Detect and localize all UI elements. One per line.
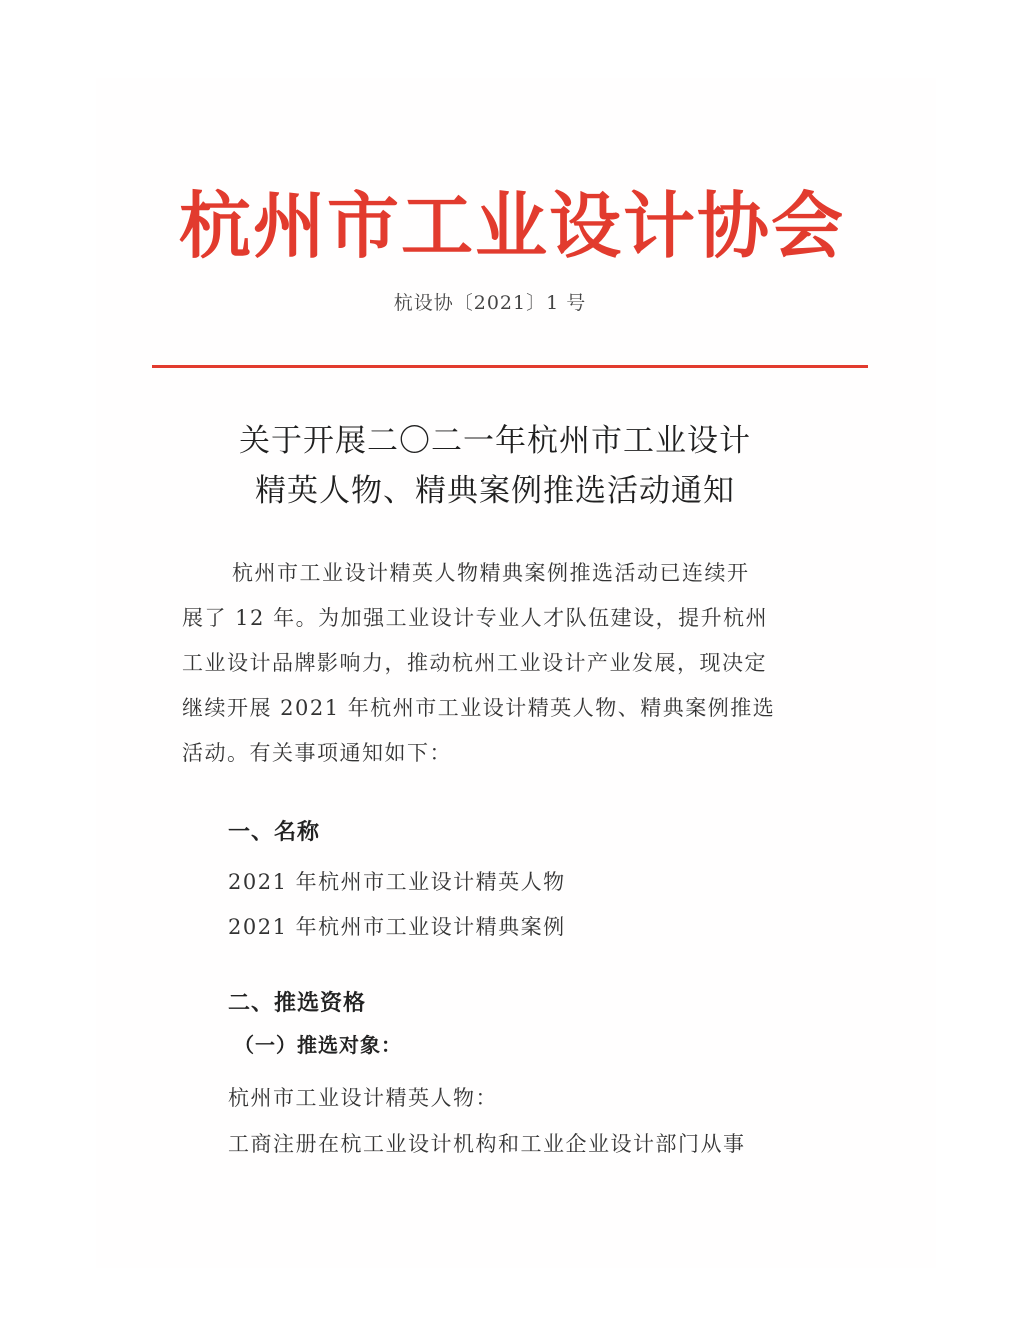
intro-line-1: 杭州市工业设计精英人物精典案例推选活动已连续开 [232, 561, 750, 585]
intro-line-4: 继续开展 2021 年杭州市工业设计精英人物、精典案例推选 [182, 696, 776, 720]
notice-title-line-1: 关于开展二〇二一年杭州市工业设计 [239, 423, 751, 459]
intro-line-2: 展了 12 年。为加强工业设计专业人才队伍建设，提升杭州 [182, 606, 769, 630]
section-2-subheading: （一）推选对象： [234, 1033, 402, 1057]
section-2-item-title: 杭州市工业设计精英人物： [228, 1086, 498, 1110]
letterhead-divider [152, 365, 868, 368]
document-number: 杭设协〔2021〕1 号 [393, 292, 587, 314]
intro-line-3: 工业设计品牌影响力，推动杭州工业设计产业发展，现决定 [182, 651, 767, 675]
section-1-item-1: 2021 年杭州市工业设计精英人物 [228, 870, 566, 894]
notice-title-line-2: 精英人物、精典案例推选活动通知 [255, 473, 735, 509]
section-2-heading: 二、推选资格 [228, 991, 367, 1016]
section-1-item-2: 2021 年杭州市工业设计精典案例 [228, 915, 566, 939]
section-1-heading: 一、名称 [228, 820, 321, 845]
section-2-item-text: 工商注册在杭工业设计机构和工业企业设计部门从事 [228, 1132, 746, 1156]
intro-line-5: 活动。有关事项通知如下： [182, 741, 452, 765]
organization-letterhead: 杭州市工业设计协会 [178, 184, 845, 268]
